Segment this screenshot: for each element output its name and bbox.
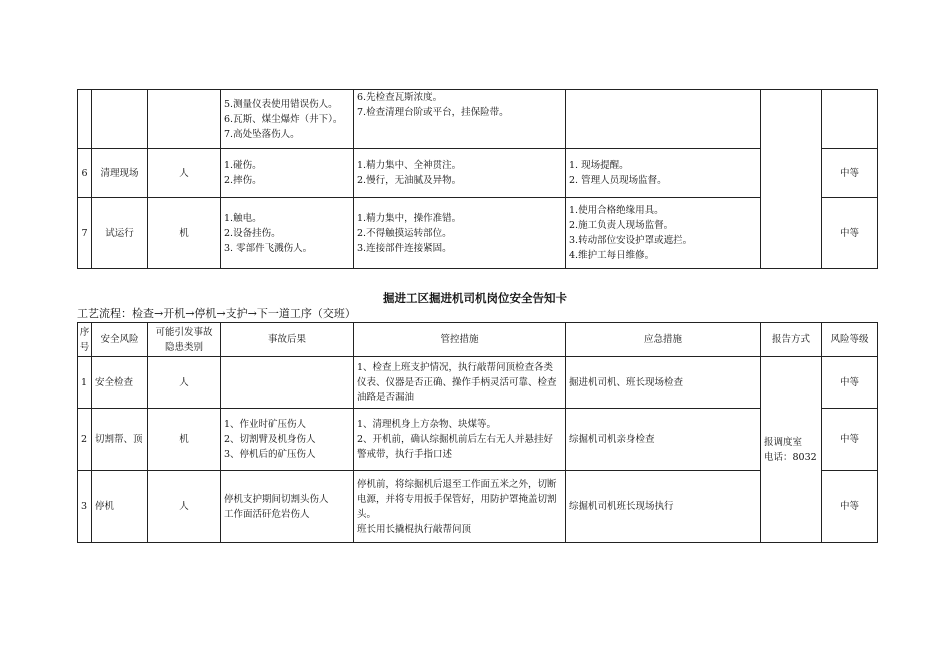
type-cell: 人 [148, 149, 221, 198]
consequence-cell [221, 357, 354, 409]
consequence-line: 1、作业时矿压伤人 [224, 419, 307, 430]
safety-card-table [77, 322, 878, 543]
header-risk-item: 安全风险 [92, 323, 148, 357]
risk-level-cell: 中等 [822, 409, 878, 471]
consequence-line: 1.碰伤。 [224, 160, 262, 171]
control-line: 3.连接部件连接紧固。 [357, 242, 452, 254]
step-cell [92, 90, 148, 149]
row-number [78, 90, 92, 149]
step-cell: 清理现场 [92, 149, 148, 198]
emergency-line: 2.施工负责人现场监督。 [569, 220, 674, 231]
header-hazard-type: 可能引发事故隐患类别 [148, 323, 221, 357]
risk-level-cell: 中等 [822, 198, 878, 269]
control-cell [354, 409, 566, 471]
report-line: 报调度室 [764, 436, 803, 448]
consequence-line: 工作面活矸危岩伤人 [224, 508, 310, 520]
consequence-cell [221, 409, 354, 471]
table-row [78, 409, 878, 471]
consequence-cell [221, 198, 354, 269]
control-cell [354, 149, 566, 198]
control-line: 班长用长撬棍执行敲帮问顶 [357, 523, 472, 535]
card-title: 掘进工区掘进机司机岗位安全告知卡 [383, 291, 567, 305]
control-cell [354, 357, 566, 409]
report-line: 电话：8032 [764, 451, 817, 463]
row-number: 2 [78, 409, 92, 471]
emergency-cell: 掘进机司机、班长现场检查 [566, 357, 761, 409]
emergency-line: 1.使用合格绝缘用具。 [569, 205, 664, 216]
control-line: 6.先检查瓦斯浓度。 [357, 92, 443, 103]
risk-item-cell: 切割帮、顶 [92, 409, 148, 471]
table-row [78, 149, 878, 198]
emergency-line: 2. 管理人员现场监督。 [569, 175, 667, 186]
consequence-line: 6.瓦斯、煤尘爆炸（井下）。 [224, 113, 343, 125]
emergency-line: 1. 现场提醒。 [569, 160, 629, 171]
risk-item-cell: 停机 [92, 471, 148, 543]
control-line: 2、开机前，确认综掘机前后左右无人并悬挂好警戒带，执行手指口述 [357, 434, 554, 460]
row-number: 3 [78, 471, 92, 543]
report-method-cell [761, 357, 822, 543]
table-row [78, 357, 878, 409]
table-row [78, 198, 878, 269]
emergency-cell: 综掘机司机亲身检查 [566, 409, 761, 471]
row-number: 6 [78, 149, 92, 198]
table-row [78, 471, 878, 543]
risk-item-cell: 安全检查 [92, 357, 148, 409]
type-cell [148, 90, 221, 149]
risk-level-cell: 中等 [822, 357, 878, 409]
header-level: 风险等级 [822, 323, 878, 357]
consequence-line: 1.触电。 [224, 212, 262, 224]
header-control: 管控措施 [354, 323, 566, 357]
consequence-line: 5.测量仪表使用错误伤人。 [224, 98, 338, 110]
type-cell: 机 [148, 198, 221, 269]
control-line: 1.精力集中，操作准错。 [357, 212, 462, 224]
consequence-line: 2.设备挂伤。 [224, 227, 281, 239]
control-cell [354, 90, 566, 149]
consequence-line: 3. 零部件飞溅伤人。 [224, 242, 313, 254]
step-cell: 试运行 [92, 198, 148, 269]
consequence-line: 2、切割臂及机身伤人 [224, 434, 316, 445]
emergency-cell [566, 198, 761, 269]
report-cell [761, 90, 822, 269]
risk-level-cell: 中等 [822, 471, 878, 543]
header-num: 序号 [78, 323, 92, 357]
control-text: 1、检查上班支护情况，执行敲帮问顶检查各类仪表、仪器是否正确、操作手柄灵活可靠、检查油路是否漏油 [357, 362, 557, 403]
hazard-type-cell: 人 [148, 471, 221, 543]
row-number: 7 [78, 198, 92, 269]
consequence-line: 2.摔伤。 [224, 175, 262, 186]
consequence-line: 停机支护期间切割头伤人 [224, 493, 329, 505]
emergency-cell [566, 90, 761, 149]
header-row [78, 323, 878, 357]
risk-table-continued [77, 89, 878, 269]
consequence-cell [221, 90, 354, 149]
control-line: 停机前，将综掘机后退至工作面五米之外，切断电源，并将专用扳手保管好，用防护罩掩盖切割头。 [357, 478, 557, 520]
control-line: 1、清理机身上方杂物、块煤等。 [357, 419, 497, 430]
control-line: 2.不得触摸运转部位。 [357, 227, 452, 239]
control-line: 2.慢行，无油腻及异物。 [357, 175, 462, 186]
emergency-cell [566, 149, 761, 198]
consequence-cell [221, 149, 354, 198]
header-consequence: 事故后果 [221, 323, 354, 357]
consequence-line: 7.高处坠落伤人。 [224, 128, 300, 140]
emergency-line: 3.转动部位安设护罩或遮拦。 [569, 235, 693, 246]
risk-level-cell [822, 90, 878, 149]
control-cell [354, 198, 566, 269]
consequence-line: 3、停机后的矿压伤人 [224, 449, 316, 460]
table-row [78, 90, 878, 149]
hazard-type-cell: 机 [148, 409, 221, 471]
process-flow: 工艺流程：检查→开机→停机→支护→下一道工序（交班） [77, 307, 356, 320]
row-number: 1 [78, 357, 92, 409]
consequence-cell [221, 471, 354, 543]
control-line: 1.精力集中、全神贯注。 [357, 160, 462, 171]
header-report: 报告方式 [761, 323, 822, 357]
control-line: 7.检查清理台阶或平台，挂保险带。 [357, 107, 509, 118]
header-emergency: 应急措施 [566, 323, 761, 357]
emergency-cell: 综掘机司机班长现场执行 [566, 471, 761, 543]
hazard-type-cell: 人 [148, 357, 221, 409]
emergency-line: 4.维护工每日维修。 [569, 250, 655, 261]
control-cell [354, 471, 566, 543]
risk-level-cell: 中等 [822, 149, 878, 198]
